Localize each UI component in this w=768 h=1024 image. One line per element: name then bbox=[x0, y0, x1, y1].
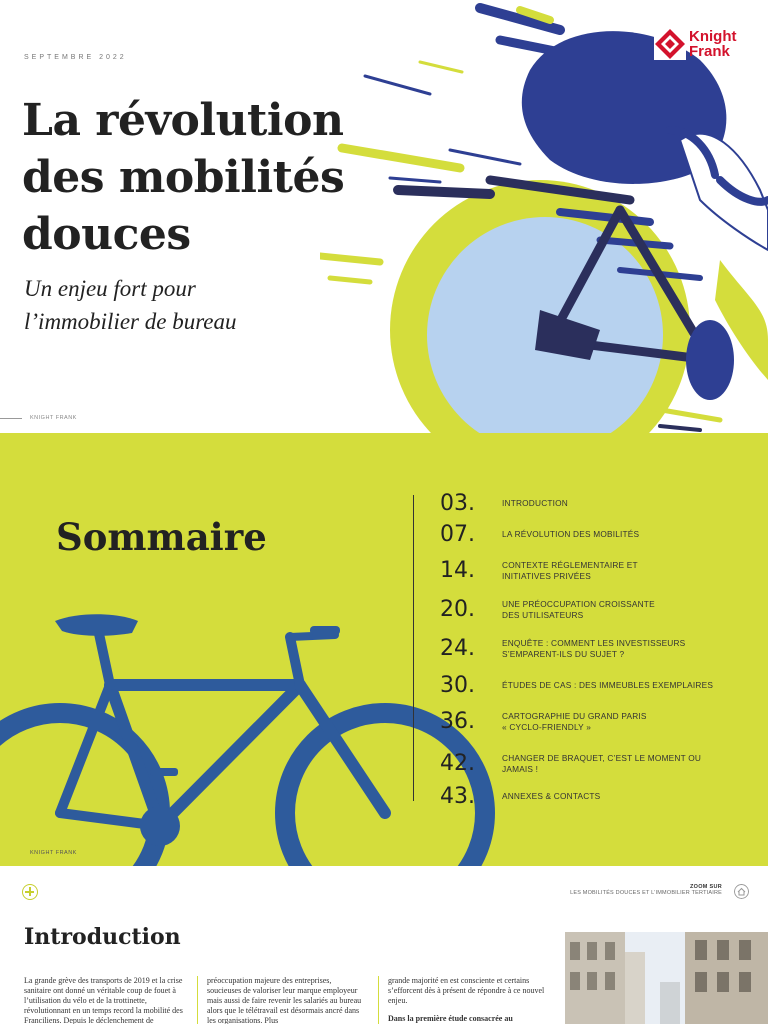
toc-page-number: 30. bbox=[440, 673, 475, 698]
publication-date: SEPTEMBRE 2022 bbox=[24, 54, 127, 61]
knight-frank-logo bbox=[654, 28, 736, 60]
toc-item-label: CARTOGRAPHIE DU GRAND PARIS « CYCLO-FRIENDLY » bbox=[502, 710, 647, 732]
toc-item[interactable] bbox=[440, 673, 760, 698]
introduction-page bbox=[0, 866, 768, 1024]
footer-brand: KNIGHT FRANK bbox=[30, 415, 77, 421]
column-divider bbox=[378, 976, 379, 1024]
intro-column-3-bold: Dans la première étude consacrée au bbox=[388, 1014, 513, 1023]
intro-column-1: La grande grève des transports de 2019 et la crise sanitaire ont donné un véritable coup de fouet à l’utilisation du vélo et de la trottinette, révolutionnant en un temps record la mobilité des Franciliens. Depuis le déclenchement de bbox=[24, 976, 183, 1024]
report-title bbox=[22, 92, 382, 263]
toc-page-number: 36. bbox=[440, 709, 475, 734]
zoom-topic: LES MOBILITÉS DOUCES ET L’IMMOBILIER TERTIAIRE bbox=[570, 890, 722, 896]
toc-item[interactable] bbox=[440, 636, 760, 661]
contents-footer: KNIGHT FRANK bbox=[30, 850, 77, 856]
logo-wordmark bbox=[689, 29, 736, 59]
logo-mark-icon bbox=[654, 28, 686, 60]
home-icon[interactable] bbox=[734, 884, 749, 899]
section-header bbox=[570, 884, 722, 896]
introduction-heading: Introduction bbox=[24, 924, 181, 950]
contents-divider bbox=[413, 495, 414, 801]
contents-heading: Sommaire bbox=[56, 515, 267, 559]
toc-item-label: ENQUÊTE : COMMENT LES INVESTISSEURS S’EMPARENT-ILS DU SUJET ? bbox=[502, 637, 686, 659]
contents-page bbox=[0, 433, 768, 866]
intro-column-3 bbox=[388, 976, 548, 1024]
toc-page-number: 42. bbox=[440, 751, 475, 776]
toc-item-label: ÉTUDES DE CAS : DES IMMEUBLES EXEMPLAIRES bbox=[502, 680, 714, 690]
cyclist-illustration bbox=[320, 0, 768, 433]
title-line: La révolution bbox=[22, 95, 344, 146]
toc-item-label: INTRODUCTION bbox=[502, 498, 569, 508]
logo-line: Knight bbox=[689, 28, 737, 45]
toc-page-number: 03. bbox=[440, 491, 475, 516]
toc-item[interactable] bbox=[440, 784, 760, 809]
toc-item[interactable] bbox=[440, 558, 760, 583]
toc-item-label: UNE PRÉOCCUPATION CROISSANTE DES UTILISATEURS bbox=[502, 598, 655, 620]
cover-footer bbox=[0, 415, 77, 421]
logo-line: Frank bbox=[689, 43, 730, 60]
toc-page-number: 24. bbox=[440, 636, 475, 661]
zoom-label: ZOOM SUR bbox=[689, 884, 722, 890]
cover-page bbox=[0, 0, 768, 433]
subtitle-line: l’immobilier de bureau bbox=[24, 309, 237, 334]
toc-item[interactable] bbox=[440, 491, 760, 516]
toc-page-number: 14. bbox=[440, 558, 475, 583]
report-subtitle bbox=[24, 272, 344, 338]
intro-column-2: préoccupation majeure des entreprises, soucieuses de valoriser leur marque employeur mais aussi de faire revenir les salariés au bureau alors que le télétravail est désormais ancré dans les organisations. Plus bbox=[207, 976, 362, 1024]
toc-item-label: LA RÉVOLUTION DES MOBILITÉS bbox=[502, 529, 640, 539]
toc-item[interactable] bbox=[440, 751, 760, 776]
toc-item-label: CHANGER DE BRAQUET, C’EST LE MOMENT OU JAMAIS ! bbox=[502, 752, 702, 774]
intro-column-3-text: grande majorité en est consciente et certains s’efforcent dès à présent de répondre à ce nouvel enjeu. bbox=[388, 976, 545, 1005]
subtitle-line: Un enjeu fort pour bbox=[24, 276, 196, 301]
column-divider bbox=[197, 976, 198, 1024]
bicycle-illustration bbox=[0, 603, 500, 866]
toc-item[interactable] bbox=[440, 522, 760, 547]
toc-item-label: CONTEXTE RÉGLEMENTAIRE ET INITIATIVES PRIVÉES bbox=[502, 559, 638, 581]
toc-item[interactable] bbox=[440, 597, 760, 622]
plus-circle-icon[interactable] bbox=[22, 884, 38, 900]
toc-item-label: ANNEXES & CONTACTS bbox=[502, 791, 601, 801]
toc-page-number: 43. bbox=[440, 784, 475, 809]
footer-rule bbox=[0, 418, 22, 419]
title-line: des mobilités bbox=[22, 152, 345, 203]
street-photo bbox=[565, 932, 768, 1024]
toc-page-number: 07. bbox=[440, 522, 475, 547]
toc-page-number: 20. bbox=[440, 597, 475, 622]
title-line: douces bbox=[22, 209, 191, 260]
toc-item[interactable] bbox=[440, 709, 760, 734]
